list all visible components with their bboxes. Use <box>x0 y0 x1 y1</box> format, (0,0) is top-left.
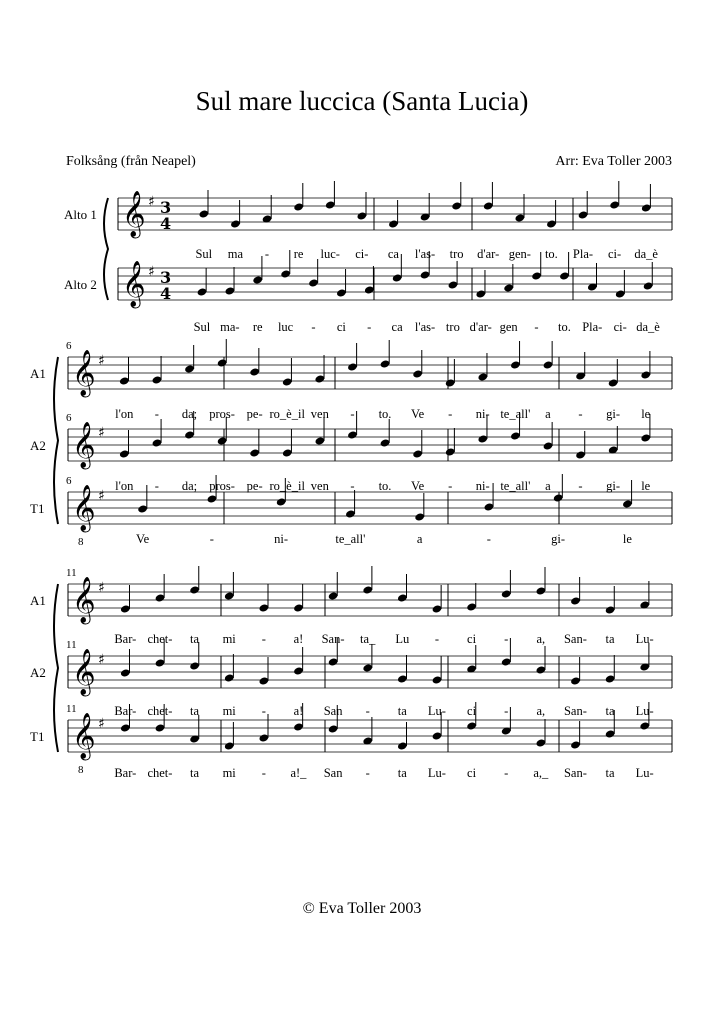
treble-clef-icon: 𝄞 <box>72 422 96 468</box>
measure-number: 6 <box>66 412 72 424</box>
lyric-syllable: ta_ <box>360 632 376 646</box>
lyric-syllable: chet- <box>147 704 173 718</box>
staff-label: A2 <box>30 665 46 680</box>
sharp-icon: ♯ <box>98 716 105 732</box>
lyric-syllable: to. <box>378 407 392 421</box>
lyric-syllable: le <box>641 407 651 421</box>
lyric-syllable: ven <box>310 407 329 421</box>
lyric-syllable: le <box>641 479 651 493</box>
lyric-syllable: Lu- <box>427 766 446 780</box>
lyric-syllable: mi <box>222 704 236 718</box>
lyric-syllable: ma <box>227 247 244 261</box>
system-brace <box>54 357 58 524</box>
system-brace <box>104 198 108 300</box>
lyric-syllable: - <box>504 766 509 780</box>
lyric-syllable: a <box>545 479 551 493</box>
lyric-syllable: San- <box>321 632 345 646</box>
staff-label: A1 <box>30 366 46 381</box>
lyric-syllable: Ve <box>136 532 150 546</box>
lyric-syllable: Pla- <box>572 247 594 261</box>
lyric-syllable: gi- <box>606 479 621 493</box>
lyric-syllable: ta <box>190 704 200 718</box>
lyric-syllable: Lu- <box>635 704 654 718</box>
sharp-icon: ♯ <box>148 194 155 210</box>
lyric-syllable: mi <box>222 632 236 646</box>
lyric-syllable: - <box>209 532 214 546</box>
staff-label: T1 <box>30 729 45 744</box>
lyric-syllable: to. <box>557 320 571 334</box>
lyric-syllable: to. <box>378 479 392 493</box>
staff-label: A1 <box>30 593 46 608</box>
time-signature-bottom: 4 <box>160 214 172 233</box>
lyric-syllable: te_all' <box>500 407 531 421</box>
lyric-syllable: le <box>622 532 632 546</box>
lyric-syllable: a,_ <box>533 766 549 780</box>
copyright: © Eva Toller 2003 <box>302 900 422 917</box>
lyric-syllable: l'as- <box>414 320 436 334</box>
system-brace <box>54 584 58 752</box>
lyric-syllable: - <box>448 479 453 493</box>
lyric-syllable: tro <box>449 247 464 261</box>
measure-number: 11 <box>66 703 77 715</box>
lyric-syllable: to. <box>544 247 558 261</box>
measure-number: 6 <box>66 475 72 487</box>
lyric-syllable: - <box>448 407 453 421</box>
staff-label: T1 <box>30 501 45 516</box>
lyric-syllable: - <box>350 407 355 421</box>
lyric-syllable: a!_ <box>290 766 307 780</box>
lyric-syllable: - <box>504 632 509 646</box>
lyric-syllable: - <box>504 704 509 718</box>
lyric-syllable: gen- <box>508 247 531 261</box>
lyric-syllable: Bar- <box>114 632 137 646</box>
subtitle: Folksång (från Neapel) <box>66 154 196 169</box>
lyric-syllable: - <box>578 479 583 493</box>
staff-label: Alto 2 <box>64 277 97 292</box>
lyric-syllable: a! <box>293 632 304 646</box>
lyric-syllable: ta <box>605 766 615 780</box>
lyric-syllable: gen <box>499 320 518 334</box>
lyric-syllable: da; <box>181 479 198 493</box>
lyric-syllable: - <box>578 407 583 421</box>
lyric-syllable: tro <box>445 320 460 334</box>
lyric-syllable: pros- <box>209 407 235 421</box>
time-signature-top: 3 <box>160 198 172 217</box>
lyric-syllable: d'ar- <box>477 247 500 261</box>
lyric-syllable: - <box>154 479 159 493</box>
sharp-icon: ♯ <box>98 488 105 504</box>
lyric-syllable: d'ar- <box>469 320 492 334</box>
lyric-syllable: - <box>154 407 159 421</box>
treble-clef-icon: 𝄞 <box>72 577 96 623</box>
lyric-syllable: ci- <box>613 320 627 334</box>
lyric-syllable: Lu- <box>635 766 654 780</box>
lyric-syllable: - <box>534 320 539 334</box>
clef-octave-number: 8 <box>78 536 84 548</box>
lyric-syllable: mi <box>222 766 236 780</box>
lyric-syllable: chet- <box>147 632 173 646</box>
lyric-syllable: ven <box>310 479 329 493</box>
lyric-syllable: ni- <box>475 479 490 493</box>
lyric-syllable: gi- <box>551 532 566 546</box>
lyric-syllable: l'on <box>115 407 134 421</box>
lyric-syllable: - <box>365 704 370 718</box>
lyric-syllable: chet- <box>147 766 173 780</box>
clef-octave-number: 8 <box>78 764 84 776</box>
time-signature-top: 3 <box>160 268 172 287</box>
lyric-syllable: ta <box>190 632 200 646</box>
lyric-syllable: da; <box>181 407 198 421</box>
treble-clef-icon: 𝄞 <box>72 649 96 695</box>
lyric-syllable: Sul <box>193 320 211 334</box>
lyric-syllable: ma- <box>220 320 240 334</box>
lyric-syllable: ta <box>397 766 407 780</box>
treble-clef-icon: 𝄞 <box>72 713 96 759</box>
treble-clef-icon: 𝄞 <box>122 191 146 237</box>
sharp-icon: ♯ <box>98 652 105 668</box>
lyric-syllable: Ve <box>410 407 425 421</box>
lyric-syllable: - <box>261 632 266 646</box>
lyric-syllable: San <box>323 704 343 718</box>
lyric-syllable: ro_è_il <box>269 407 305 421</box>
lyric-syllable: Bar- <box>114 704 137 718</box>
lyric-syllable: te_all' <box>500 479 531 493</box>
staff-label: A2 <box>30 438 46 453</box>
lyric-syllable: ca <box>391 320 403 334</box>
lyric-syllable: re <box>293 247 304 261</box>
lyric-syllable: Lu- <box>635 632 654 646</box>
lyric-syllable: ci- <box>608 247 622 261</box>
staff-label: Alto 1 <box>64 207 97 222</box>
lyric-syllable: ta <box>605 632 615 646</box>
lyric-syllable: ci <box>467 704 477 718</box>
measure-number: 11 <box>66 639 77 651</box>
treble-clef-icon: 𝄞 <box>72 485 96 531</box>
lyric-syllable: l'as- <box>414 247 436 261</box>
lyric-syllable: ci <box>467 766 477 780</box>
lyric-syllable: - <box>261 704 266 718</box>
lyric-syllable: Lu- <box>427 704 446 718</box>
measure-number: 11 <box>66 567 77 579</box>
lyric-syllable: a! <box>293 704 304 718</box>
lyric-syllable: te_all' <box>335 532 366 546</box>
lyric-syllable: re <box>252 320 263 334</box>
lyric-syllable: da_è <box>634 247 658 261</box>
lyric-syllable: a, <box>536 632 546 646</box>
lyric-syllable: Lu <box>395 632 410 646</box>
arranger-credit: Arr: Eva Toller 2003 <box>555 154 672 169</box>
lyric-syllable: a <box>416 532 423 546</box>
measure-number: 6 <box>66 340 72 352</box>
lyric-syllable: San- <box>563 704 587 718</box>
lyric-syllable: - <box>365 766 370 780</box>
lyric-syllable: ta <box>397 704 407 718</box>
sharp-icon: ♯ <box>98 580 105 596</box>
lyric-syllable: l'on <box>115 479 134 493</box>
page-title: Sul mare luccica (Santa Lucia) <box>195 86 529 116</box>
lyric-syllable: pros- <box>209 479 235 493</box>
lyric-syllable: ta <box>605 704 615 718</box>
lyric-syllable: - <box>311 320 316 334</box>
lyric-syllable: San- <box>563 766 587 780</box>
treble-clef-icon: 𝄞 <box>72 350 96 396</box>
lyric-syllable: ci <box>467 632 477 646</box>
lyric-syllable: ro_è_il <box>269 479 305 493</box>
lyric-syllable: - <box>434 632 440 646</box>
lyric-syllable: - <box>367 320 372 334</box>
sharp-icon: ♯ <box>98 353 105 369</box>
lyric-syllable: da_è <box>636 320 660 334</box>
lyric-syllable: ta <box>190 766 200 780</box>
lyric-syllable: - <box>264 247 270 261</box>
lyric-syllable: luc- <box>320 247 340 261</box>
time-signature-bottom: 4 <box>160 284 172 303</box>
lyric-syllable: ca <box>387 247 399 261</box>
lyric-syllable: ni- <box>475 407 490 421</box>
lyric-syllable: Bar- <box>114 766 137 780</box>
lyric-syllable: pe- <box>246 479 263 493</box>
treble-clef-icon: 𝄞 <box>122 261 146 307</box>
lyric-syllable: ni- <box>274 532 289 546</box>
lyric-syllable: gi- <box>606 407 621 421</box>
sharp-icon: ♯ <box>98 425 105 441</box>
lyric-syllable: - <box>261 766 266 780</box>
lyric-syllable: San- <box>563 632 587 646</box>
lyric-syllable: Pla- <box>582 320 603 334</box>
sharp-icon: ♯ <box>148 264 155 280</box>
lyric-syllable: - <box>486 532 491 546</box>
lyric-syllable: ci- <box>355 247 369 261</box>
lyric-syllable: a <box>545 407 551 421</box>
lyric-syllable: San <box>323 766 343 780</box>
lyric-syllable: Ve <box>410 479 425 493</box>
lyric-syllable: ci <box>336 320 346 334</box>
lyric-syllable: - <box>350 479 355 493</box>
lyric-syllable: luc <box>277 320 294 334</box>
lyric-syllable: a, <box>536 704 546 718</box>
lyric-syllable: Sul <box>195 247 213 261</box>
lyric-syllable: pe- <box>246 407 263 421</box>
